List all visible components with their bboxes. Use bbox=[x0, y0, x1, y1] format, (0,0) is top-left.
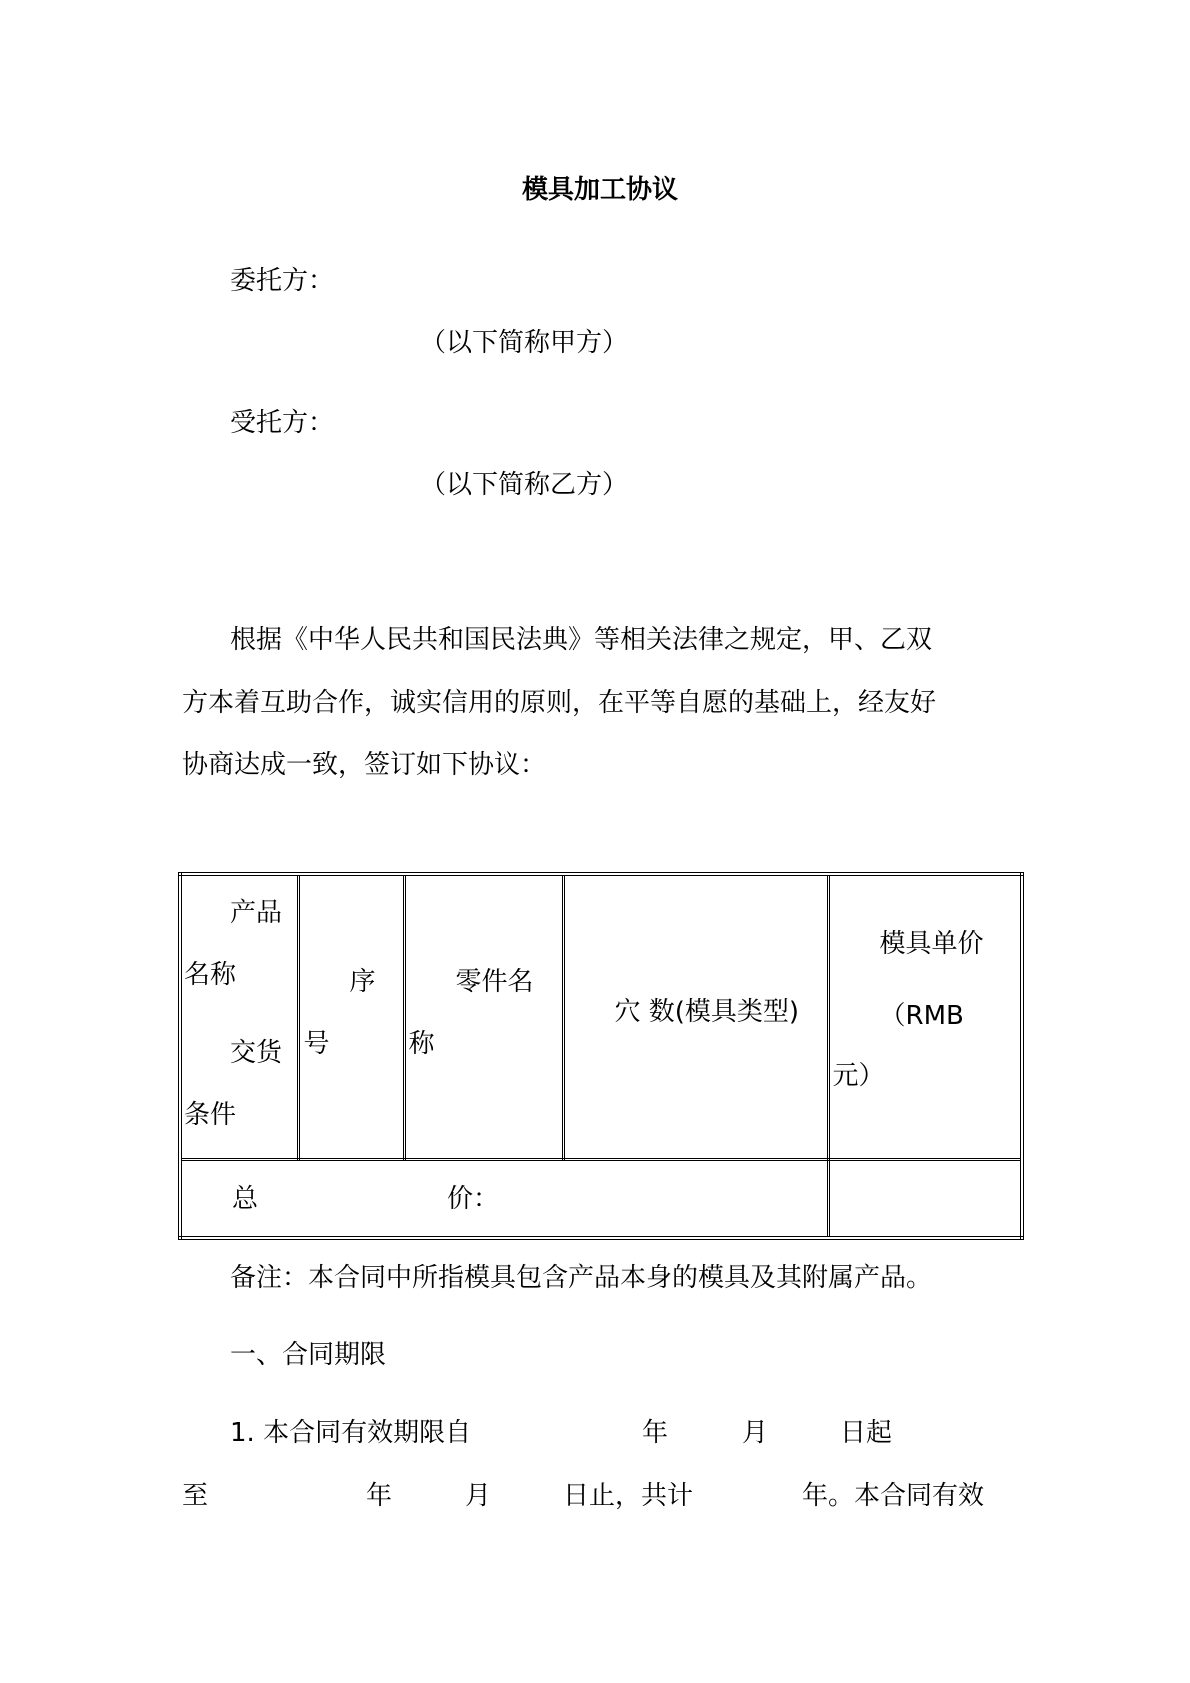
mold-table bbox=[178, 872, 1024, 1240]
col4-text: 穴 数(模具类型) bbox=[614, 997, 800, 1027]
col-product-name-delivery bbox=[180, 874, 298, 1160]
document-title: 模具加工协议 bbox=[522, 175, 679, 205]
col1-line-4: 条件 bbox=[184, 1100, 237, 1130]
total-label-left: 总 bbox=[232, 1184, 259, 1215]
table-header-row bbox=[180, 874, 1022, 1160]
col-unit-price bbox=[828, 874, 1022, 1160]
clause-1-to: 至 bbox=[182, 1481, 209, 1511]
clause-1-end-day: 日止，共计 bbox=[563, 1481, 694, 1511]
total-value-cell bbox=[828, 1160, 1022, 1238]
clause-1-month: 月 bbox=[742, 1418, 769, 1448]
intro-line-2: 方本着互助合作，诚实信用的原则，在平等自愿的基础上，经友好 bbox=[182, 688, 937, 718]
clause-1-start: 1. 本合同有效期限自 bbox=[230, 1418, 472, 1448]
col-cavity-count bbox=[563, 874, 828, 1160]
clause-1-day: 日起 bbox=[840, 1418, 893, 1448]
col-serial-number bbox=[298, 874, 404, 1160]
clause-1-end-rest: 年。本合同有效 bbox=[802, 1481, 985, 1511]
col5-line-2: （RMB bbox=[879, 1001, 964, 1031]
entrusted-party-alias: （以下简称乙方） bbox=[420, 470, 629, 500]
entrusting-party-label: 委托方： bbox=[230, 266, 335, 296]
table-total-row bbox=[180, 1160, 1022, 1238]
intro-line-3: 协商达成一致，签订如下协议： bbox=[182, 750, 547, 780]
entrusting-party-alias: （以下简称甲方） bbox=[420, 328, 629, 358]
clause-1-end-month: 月 bbox=[465, 1481, 492, 1511]
col2-line-2: 号 bbox=[303, 1029, 330, 1059]
total-price-cell bbox=[180, 1160, 828, 1238]
col1-line-3: 交货 bbox=[230, 1038, 283, 1068]
clause-1-end-year: 年 bbox=[366, 1481, 393, 1511]
clause-1-year: 年 bbox=[642, 1418, 669, 1448]
total-label-right: 价： bbox=[447, 1184, 500, 1215]
note: 备注：本合同中所指模具包含产品本身的模具及其附属产品。 bbox=[230, 1263, 933, 1293]
col3-line-2: 称 bbox=[408, 1029, 435, 1059]
col1-line-1: 产品 bbox=[230, 898, 283, 928]
col3-line-1: 零件名 bbox=[455, 967, 534, 997]
col5-line-1: 模具单价 bbox=[879, 929, 984, 959]
col1-line-2: 名称 bbox=[184, 960, 237, 990]
entrusted-party-label: 受托方： bbox=[230, 408, 335, 438]
col5-line-3: 元） bbox=[832, 1061, 885, 1091]
col-part-name bbox=[404, 874, 563, 1160]
section-1-heading: 一、合同期限 bbox=[230, 1340, 387, 1370]
col2-line-1: 序 bbox=[349, 967, 376, 997]
intro-line-1: 根据《中华人民共和国民法典》等相关法律之规定，甲、乙双 bbox=[230, 625, 933, 655]
